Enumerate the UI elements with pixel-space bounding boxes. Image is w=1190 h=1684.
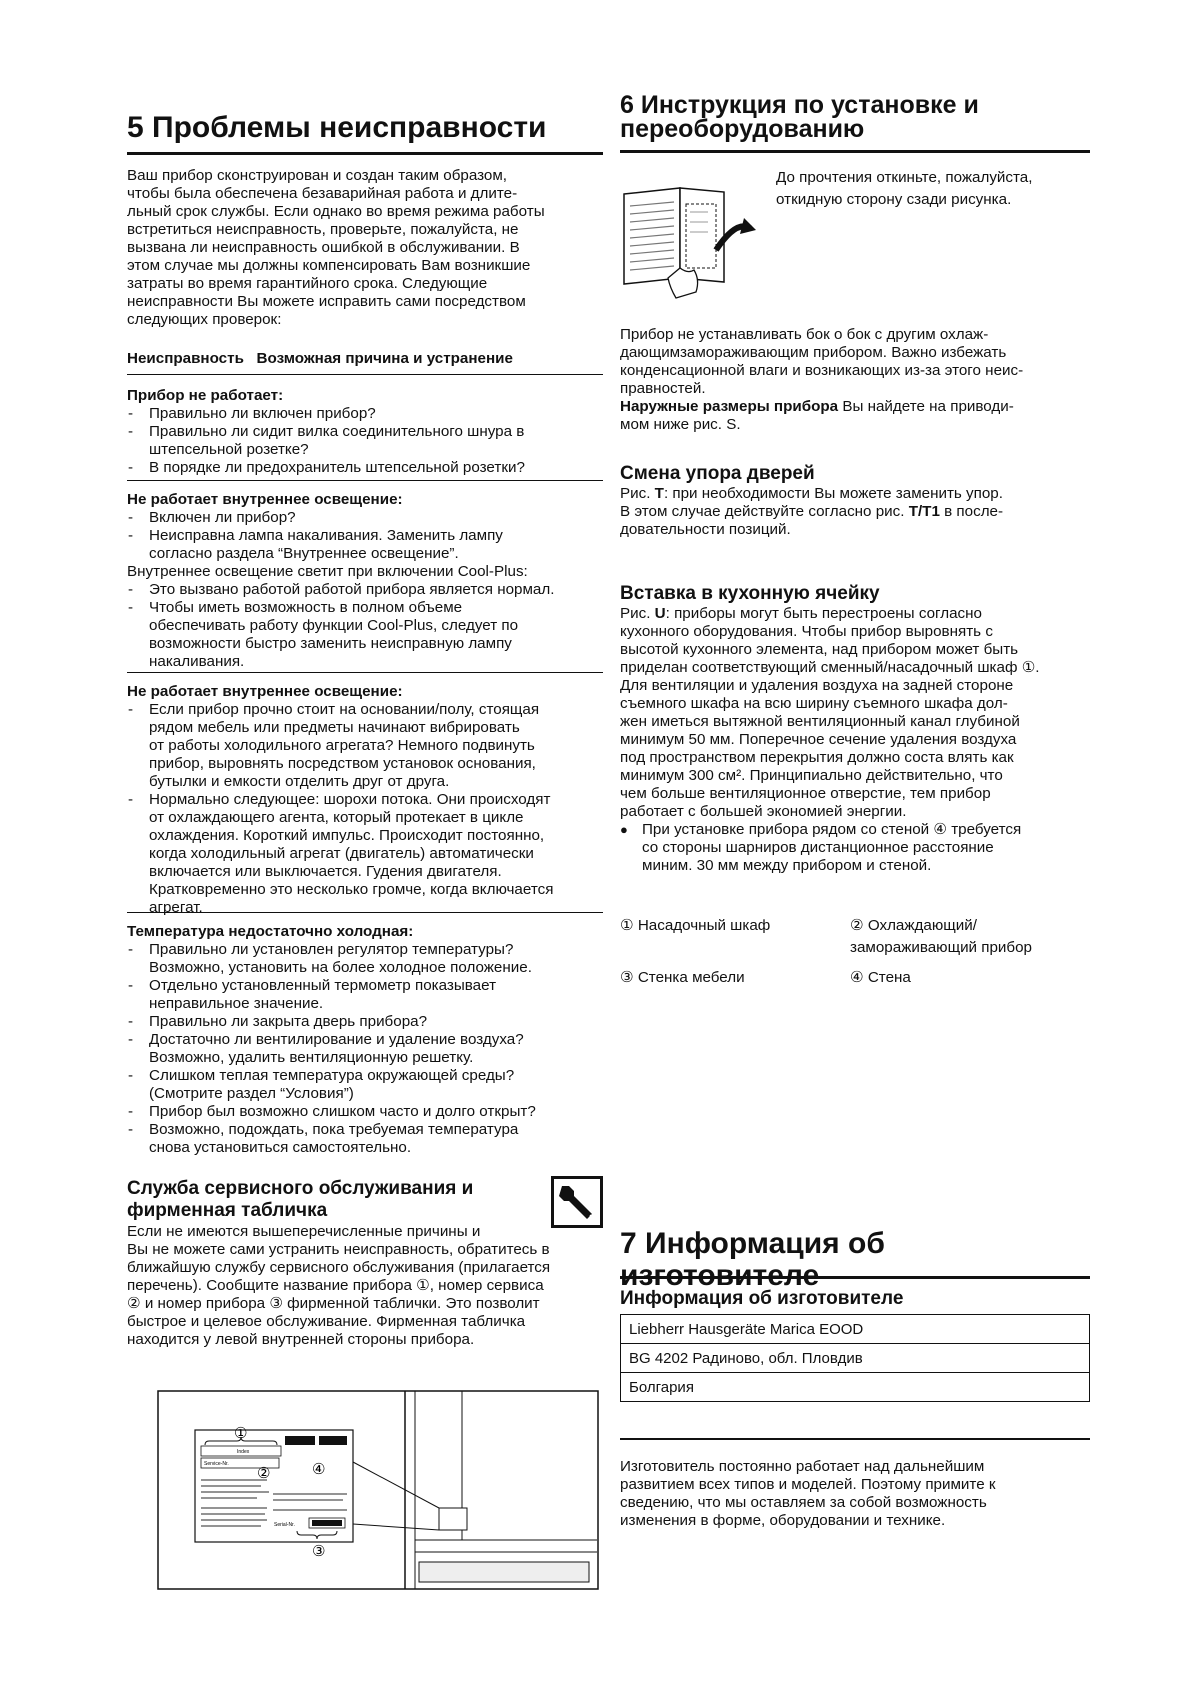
service-line: ближайшую службу сервисного обслуживания (прилагается <box>127 1258 551 1276</box>
divider <box>127 912 603 913</box>
footer-line: Изготовитель постоянно работает над дальнейшим <box>620 1458 985 1475</box>
table-row <box>621 1373 1090 1402</box>
list-item: - Прибор был возможно слишком часто и долго открыт? <box>127 1103 603 1121</box>
kitchen-line: кухонного оборудования. Чтобы прибор выровнять с <box>620 623 993 641</box>
kitchen-line: Для вентиляции и удаления воздуха на задней стороне <box>620 677 1014 695</box>
service-line: ② и номер прибора ③ фирменной таблички. Это позволит <box>127 1294 540 1312</box>
list-item: - Неисправна лампа накаливания. Заменить лампу согласно раздела “Внутреннее освещение”. <box>127 527 603 563</box>
list-item: - Слишком теплая температура окружающей среды? (Смотрите раздел “Условия”) <box>127 1067 603 1103</box>
kitchen-line: минимум 50 мм. Поперечное сечение удаления воздуха <box>620 731 1017 749</box>
kitchen-section <box>620 583 1090 875</box>
intro-line: Ваш прибор сконструирован и создан таким образом, <box>127 167 508 184</box>
kitchen-line: Рис. U: приборы могут быть перестроены согласно <box>620 605 982 623</box>
fault-no-power <box>127 387 603 477</box>
kitchen-line: высотой кухонного элемента, над прибором может быть <box>620 641 1019 659</box>
list-item: - Правильно ли сидит вилка соединительного шнура в штепсельной розетке? <box>127 423 603 459</box>
door-line: Рис. T: при необходимости Вы можете заменить упор. <box>620 485 1003 503</box>
install-line: дающимзамораживающим прибором. Важно избежать <box>620 344 1007 361</box>
title-rule <box>127 152 603 155</box>
list-item: - Достаточно ли вентилирование и удаление воздуха? Возможно, удалить вентиляционную решетку. <box>127 1031 603 1067</box>
intro-paragraph <box>127 167 603 329</box>
intro-line: чтобы была обеспечена безаварийная работа и длите- <box>127 185 518 202</box>
section-5-title: 5 Проблемы неисправности <box>127 111 547 144</box>
kitchen-line: чем больше вентиляционное отверстие, тем прибор <box>620 785 991 803</box>
manufacturer-table <box>620 1314 1090 1402</box>
install-line: Прибор не устанавливать бок о бок с другим охлаж- <box>620 326 989 343</box>
dims-line-2: мом ниже рис. S. <box>620 416 741 433</box>
plate-service-nr: Service-Nr. <box>204 1461 229 1467</box>
list-item: - Нормально следующее: шорохи потока. Они происходят от охлаждающего агента, который протекает в цикле охлаждения. Короткий импульс. Происходит постоянно, когда холодильный агрегат (двигатель) автоматически включается или выключается. Гудения двигателя. Кратковременно это несколько громче, когда включается агрегат. <box>127 791 603 917</box>
footer-line: сведению, что мы оставляем за собой возможность <box>620 1494 987 1511</box>
footer-line: развитием всех типов и моделей. Поэтому примите к <box>620 1476 996 1493</box>
divider <box>127 480 603 481</box>
door-title: Смена упора дверей <box>620 463 815 484</box>
table-row <box>621 1315 1090 1344</box>
service-line: находится у левой внутренней стороны прибора. <box>127 1330 475 1348</box>
install-line: конденсационной влаги и возникающих из-за этого неис- <box>620 362 1024 379</box>
footer-line: изменения в форме, оборудовании и технике. <box>620 1512 946 1529</box>
section-7-title: 7 Информация об изготовителе <box>620 1227 885 1292</box>
rating-plate-figure <box>157 1390 599 1590</box>
intro-line: затраты во время гарантийного срока. Следующие <box>127 275 488 292</box>
fault-table-header: Неисправность Возможная причина и устранение <box>127 350 513 367</box>
legend-item: ③ Стенка мебели <box>620 969 745 986</box>
service-line: Вы не можете сами устранить неисправность, обратитесь в <box>127 1240 550 1258</box>
list-item: - Чтобы иметь возможность в полном объеме обеспечивать работу функции Cool-Plus, следует по возможности быстро заменить неисправную лампу накаливания. <box>127 599 603 671</box>
intro-line: встретиться неисправность, проверьте, пожалуйста, не <box>127 221 519 238</box>
list-item: - Правильно ли включен прибор? <box>127 405 603 423</box>
list-item: - Включен ли прибор? <box>127 509 603 527</box>
list-item: - В порядке ли предохранитель штепсельной розетки? <box>127 459 603 477</box>
list-item: - Правильно ли закрыта дверь прибора? <box>127 1013 603 1031</box>
legend-item: ④ Стена <box>850 969 911 986</box>
fold-note-line: До прочтения откиньте, пожалуйста, <box>776 169 1033 186</box>
divider <box>127 374 603 375</box>
legend-item: ① Насадочный шкаф <box>620 917 771 934</box>
kitchen-line: работает с большей экономией энергии. <box>620 803 907 821</box>
fault-not-cold <box>127 923 603 1157</box>
callout-3: ③ <box>312 1542 326 1560</box>
list-item: - Это вызвано работой работой прибора является нормал. <box>127 581 603 599</box>
kitchen-line: минимум 300 см². Принципиально действительно, что <box>620 767 1003 785</box>
manufacturer-footer <box>620 1458 1090 1530</box>
divider <box>127 672 603 673</box>
door-line: довательности позиций. <box>620 521 791 539</box>
fold-note <box>776 167 1090 211</box>
section-6-title-2: переоборудованию <box>620 115 865 143</box>
table-cell: Болгария <box>621 1373 1090 1402</box>
kitchen-line: жен иметься вытяжной вентиляционный канал глубиной <box>620 713 1020 731</box>
table-cell: BG 4202 Радиново, обл. Пловдив <box>621 1344 1090 1373</box>
list-item: - Возможно, подождать, пока требуемая температура снова установиться самостоятельно. <box>127 1121 603 1157</box>
fault-title: Не работает внутреннее освещение: <box>127 491 403 508</box>
callout-1: ① <box>234 1424 248 1442</box>
intro-line: этом случае мы должны компенсировать Вам возникшие <box>127 257 531 274</box>
kitchen-line: приделан соответствующий сменный/насадочный шкаф ①. <box>620 659 1040 677</box>
fault-title: Прибор не работает: <box>127 387 284 404</box>
service-section <box>127 1178 603 1349</box>
door-line: В этом случае действуйте согласно рис. T/T1 в после- <box>620 503 1004 521</box>
list-item: - Правильно ли установлен регулятор температуры? Возможно, установить на более холодное положение. <box>127 941 603 977</box>
callout-4: ④ <box>312 1460 326 1478</box>
divider <box>620 1438 1090 1440</box>
plate-index: Index <box>237 1449 250 1455</box>
intro-line: неисправности Вы можете исправить сами посредством <box>127 293 526 310</box>
kitchen-line: под пространством перекрытия должно соста влять как <box>620 749 1014 767</box>
fold-page-illustration <box>620 182 758 300</box>
fault-note: Внутреннее освещение светит при включении Cool-Plus: <box>127 563 528 580</box>
service-text <box>127 1223 603 1349</box>
fault-title: Температура недостаточно холодная: <box>127 923 414 940</box>
table-cell: Liebherr Hausgeräte Marica EOOD <box>621 1315 1090 1344</box>
fault-light-2 <box>127 683 603 917</box>
section-7-subtitle: Информация об изготовителе <box>620 1288 904 1309</box>
title-rule <box>620 150 1090 153</box>
section-6-title-1: 6 Инструкция по установке и <box>620 91 979 119</box>
service-title-1: Служба сервисного обслуживания и <box>127 1178 474 1199</box>
fault-title: Не работает внутреннее освещение: <box>127 683 403 700</box>
kitchen-title: Вставка в кухонную ячейку <box>620 583 880 604</box>
door-hinge-section <box>620 463 1090 539</box>
intro-line: следующих проверок: <box>127 311 282 328</box>
legend-item: ② Охлаждающий/ <box>850 917 977 934</box>
fold-note-line: откидную сторону сзади рисунка. <box>776 191 1012 208</box>
intro-line: вызвана ли неисправность ошибкой в обслуживании. В <box>127 239 520 256</box>
list-item: - Отдельно установленный термометр показывает неправильное значение. <box>127 977 603 1013</box>
service-line: перечень). Сообщите название прибора ①, номер сервиса <box>127 1276 544 1294</box>
list-item: - Если прибор прочно стоит на основании/полу, стоящая рядом мебель или предметы начинают вибрировать от работы холодильного агрегата? Немного подвинуть прибор, выровнять посредством установок основания, бутылки и емкости отделить друг от друга. <box>127 701 603 791</box>
service-line: быстрое и целевое обслуживание. Фирменная табличка <box>127 1312 526 1330</box>
fault-light-1 <box>127 491 603 671</box>
install-line: правностей. <box>620 380 706 397</box>
intro-line: льный срок службы. Если однако во время режима работы <box>127 203 545 220</box>
plate-serial-nr: Serial-Nr. <box>274 1522 295 1528</box>
service-line: Если не имеются вышеперечисленные причины и <box>127 1222 481 1240</box>
title-rule <box>620 1276 1090 1279</box>
legend-item: замораживающий прибор <box>850 939 1032 956</box>
list-item: ● При установке прибора рядом со стеной ④ требуется со стороны шарниров дистанционное расстояние миним. 30 мм между прибором и стеной. <box>620 821 1090 875</box>
table-row <box>621 1344 1090 1373</box>
service-title-2: фирменная табличка <box>127 1200 328 1222</box>
dims-line: Наружные размеры прибора Вы найдете на приводи- <box>620 398 1014 415</box>
wrench-icon <box>551 1176 603 1228</box>
kitchen-line: съемного шкафа на всю ширину съемного шкафа дол- <box>620 695 1008 713</box>
install-text <box>620 326 1090 434</box>
callout-2: ② <box>257 1464 271 1482</box>
